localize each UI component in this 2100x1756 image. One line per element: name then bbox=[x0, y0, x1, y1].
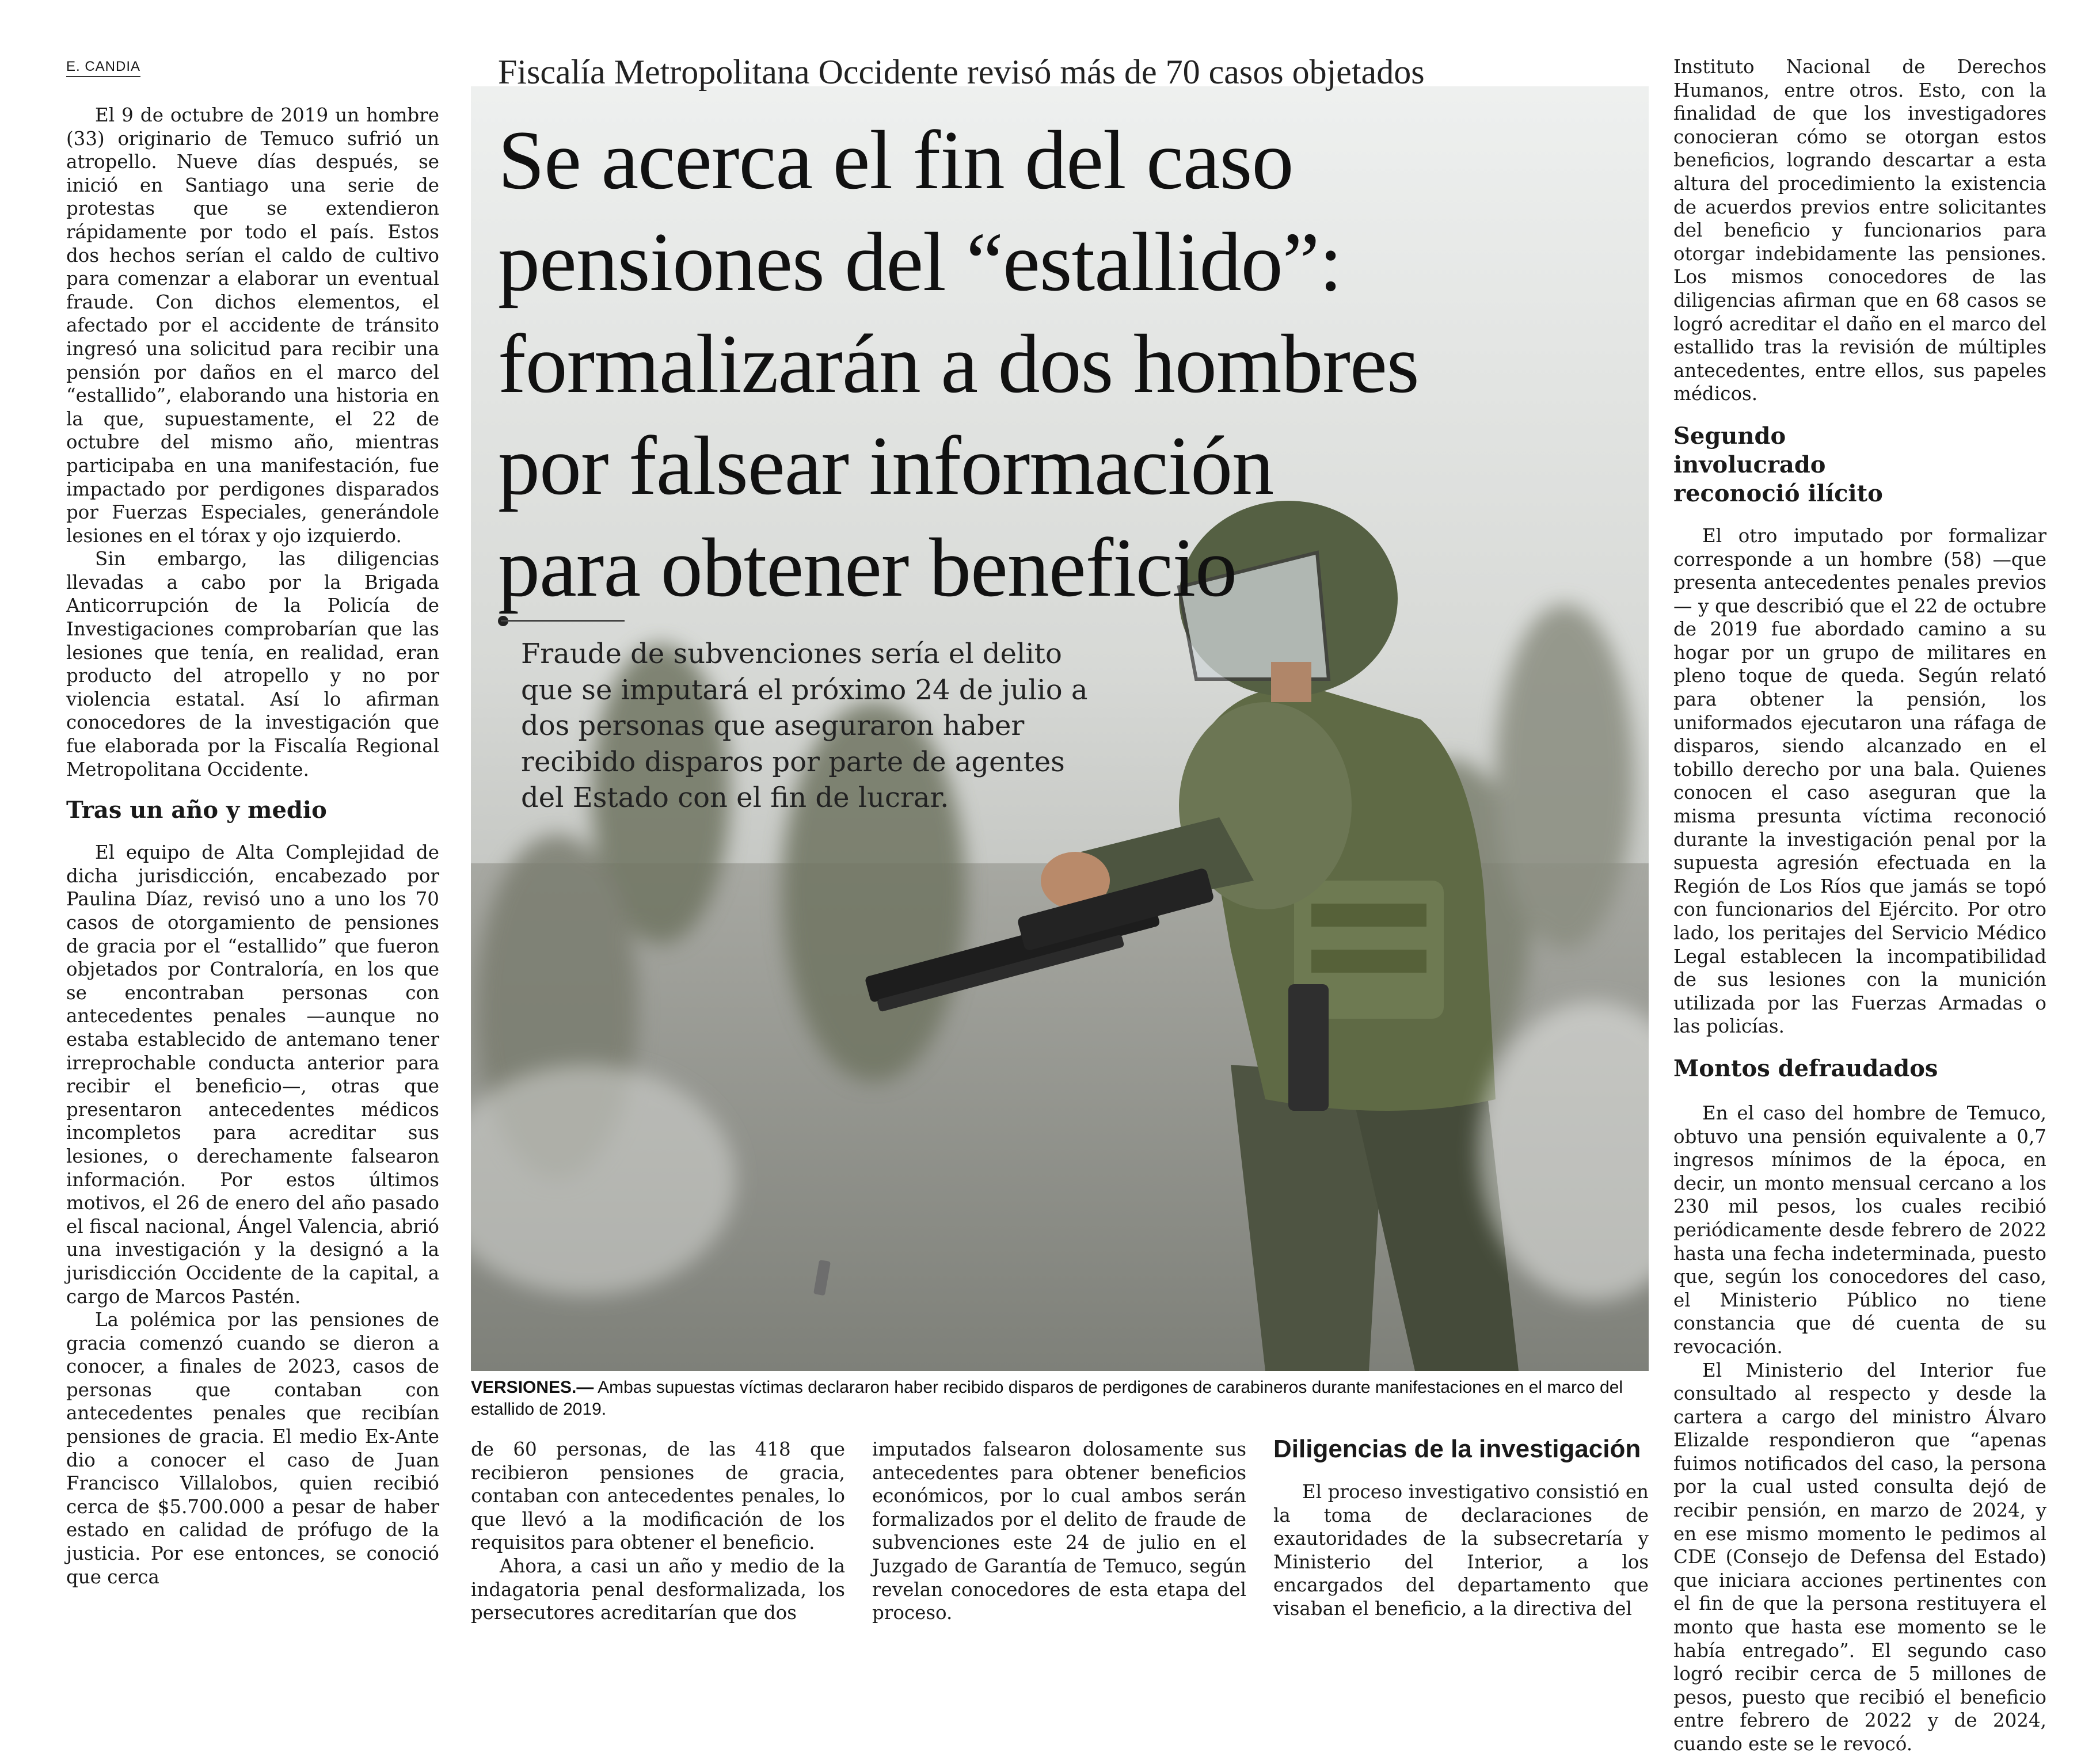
col1-paragraph-1: El 9 de octubre de 2019 un hombre (33) originario de Temuco sufrió un atropello. Nueve días después, se inició en Santiago una serie de protestas que se extendieron rápidamente por todo el país. Estos dos hechos serían el caldo de cultivo para comenzar a elaborar un eventual fraude. Con dichos elementos, el afectado por el accidente de tránsito ingresó una solicitud para recibir una pensión por daños en el marco del “estallido”, elaborando una historia en la que, supuestamente, el 22 de octubre del mismo año, mientras participaba en una manifestación, fue impactado por perdigones disparados por Fuerzas Especiales, generándole lesiones en el tórax y ojo izquierdo. bbox=[66, 104, 439, 547]
column-3 bbox=[872, 1438, 1246, 1625]
col1-subhead: Tras un año y medio bbox=[66, 797, 327, 824]
photo-caption bbox=[471, 1377, 1649, 1420]
col5-paragraph-2: El otro imputado por formalizar corresponde a un hombre (58) —que presenta antecedentes penales previos— y que describió que el 22 de octubre de 2019 fue abordado camino a su hogar por un grupo de militares en pleno toque de queda. Según relató para obtener la pensión, los uniformados ejecutaron una ráfaga de disparos, siendo alcanzado en el tobillo derecho por una bala. Quienes conocen el caso aseguran que la misma presunta víctima reconoció durante la investigación penal por la supuesta agresión efectuada en la Región de Los Ríos que jamás se topó con funcionarios del Ejército. Por otro lado, los peritajes del Servicio Médico Legal establecen la incompatibilidad de sus lesiones con la munición utilizada por las Fuerzas Armadas o las policías. bbox=[1673, 524, 2046, 1038]
col1-paragraph-3: El equipo de Alta Complejidad de dicha jurisdicción, encabezado por Paulina Díaz, revisó uno a uno los 70 casos de otorgamiento de pensiones de gracia por el “estallido” que fueron objetados por Contraloría, en los que se encontraban personas con antecedentes penales —aunque no estaba establecido de antemano tener irreprochable conducta anterior para recibir el beneficio—, otras que presentaron antecedentes médicos incompletos para acreditar sus lesiones, o derechamente falsearon información. Por estos últimos motivos, el 26 de enero del año pasado el fiscal nacional, Ángel Valencia, abrió una investigación y la designó a la jurisdicción Occidente de la capital, a cargo de Marcos Pastén. bbox=[66, 841, 439, 1308]
column-5 bbox=[1673, 55, 2046, 1756]
headline bbox=[498, 109, 1592, 619]
col5-paragraph-1: Instituto Nacional de Derechos Humanos, entre otros. Esto, con la finalidad de que los investigadores conocieran cómo se otorgan estos beneficios, logrando descartar a esta altura del procedimiento la existencia de acuerdos previos entre solicitantes del beneficio y funcionarios para otorgar indebidamente las pensiones. Los mismos conocedores de las diligencias afirman que en 68 casos se logró acreditar el daño en el marco del estallido tras la revisión de múltiples antecedentes, entre ellos, sus papeles médicos. bbox=[1673, 56, 2046, 405]
kicker: Fiscalía Metropolitana Occidente revisó más de 70 casos objetados bbox=[498, 53, 1425, 91]
deck-rule bbox=[501, 620, 625, 622]
col1-paragraph-4: La polémica por las pensiones de gracia comenzó cuando se dieron a conocer, a finales de 2023, casos de personas que contaban con antecedentes penales que recibían pensiones de gracia. El medio Ex-Ante dio a conocer el caso de Juan Francisco Villalobos, quien recibió cerca de $5.700.000 a pesar de haber estado en calidad de prófugo de la justicia. Por ese entonces, se conoció que cerca bbox=[66, 1309, 439, 1588]
column-4 bbox=[1273, 1434, 1649, 1621]
col4-subhead: Diligencias de la investigación bbox=[1273, 1435, 1641, 1463]
col2-paragraph-2: Ahora, a casi un año y medio de la indagatoria penal desformalizada, los persecutores acreditarían que dos bbox=[471, 1555, 845, 1624]
col1-paragraph-2: Sin embargo, las diligencias llevadas a cabo por la Brigada Anticorrupción de la Policía de Investigaciones comprobarían que las lesiones que tenía, en realidad, eran producto del atropello y no por violencia estatal. Así lo afirman conocedores de la investigación que fue elaborada por la Fiscalía Regional Metropolitana Occidente. bbox=[66, 548, 439, 780]
byline: E. CANDIA bbox=[66, 59, 140, 77]
column-2 bbox=[471, 1438, 845, 1625]
col5-subhead-1: Segundo involucrado reconoció ilícito bbox=[1673, 422, 1883, 507]
caption-text: Ambas supuestas víctimas declararon haber recibido disparos de perdigones de carabineros durante manifestaciones en el marco del estallido de 2019. bbox=[471, 1378, 1623, 1419]
headline-line-2: pensiones del “estallido”: bbox=[498, 215, 1342, 308]
col4-paragraph-1: El proceso investigativo consistió en la toma de declaraciones de exautoridades de la subsecretaría y Ministerio del Interior, a los encargados del departamento que visaban el beneficio, a la directiva del bbox=[1273, 1481, 1649, 1620]
caption-label: VERSIONES.— bbox=[471, 1378, 594, 1397]
headline-line-4: por falsear información bbox=[498, 419, 1274, 512]
deck: Fraude de subvenciones sería el delito que se imputará el próximo 24 de julio a dos personas que aseguraron haber recibido disparos por parte de agentes del Estado con el fin de lucrar. bbox=[521, 638, 1088, 814]
col5-paragraph-4: El Ministerio del Interior fue consultado al respecto y desde la cartera a cargo del ministro Álvaro Elizalde respondieron que “apenas fuimos notificados del caso, la persona por la cual usted consulta dejó de recibir pensión, en marzo de 2024, y en ese mismo momento le pedimos al CDE (Consejo de Defensa del Estado) que iniciara acciones pertinentes con el fin de que la persona restituyera el monto que hasta ese momento se le había entregado”. El segundo caso logró recibir cerca de 5 millones de pesos, puesto que recibió el beneficio entre febrero de 2022 y de 2024, cuando este se le revocó. bbox=[1673, 1359, 2046, 1755]
headline-line-5: para obtener beneficio bbox=[498, 521, 1237, 614]
column-1 bbox=[66, 104, 439, 1589]
headline-line-3: formalizarán a dos hombres bbox=[498, 317, 1419, 410]
col5-subhead-2: Montos defraudados bbox=[1673, 1054, 1938, 1082]
headline-line-1: Se acerca el fin del caso bbox=[498, 113, 1294, 207]
col3-paragraph-1: imputados falsearon dolosamente sus antecedentes para obtener beneficios económicos, por lo cual ambos serán formalizados por el delito de fraude de subvenciones este 24 de julio en el Juzgado de Garantía de Temuco, según revelan conocedores de esta etapa del proceso. bbox=[872, 1438, 1246, 1624]
col2-paragraph-1: de 60 personas, de las 418 que recibieron pensiones de gracia, contaban con antecedentes penales, lo que llevó a la modificación de los requisitos para obtener el beneficio. bbox=[471, 1438, 845, 1554]
col5-paragraph-3: En el caso del hombre de Temuco, obtuvo una pensión equivalente a 0,7 ingresos mínimos de la época, en decir, un monto mensual cercano a los 230 mil pesos, los cuales recibió periódicamente desde febrero de 2022 hasta una fecha indeterminada, puesto que, según los conocedores del caso, el Ministerio Público no tiene constancia que dé cuenta de su revocación. bbox=[1673, 1102, 2046, 1358]
